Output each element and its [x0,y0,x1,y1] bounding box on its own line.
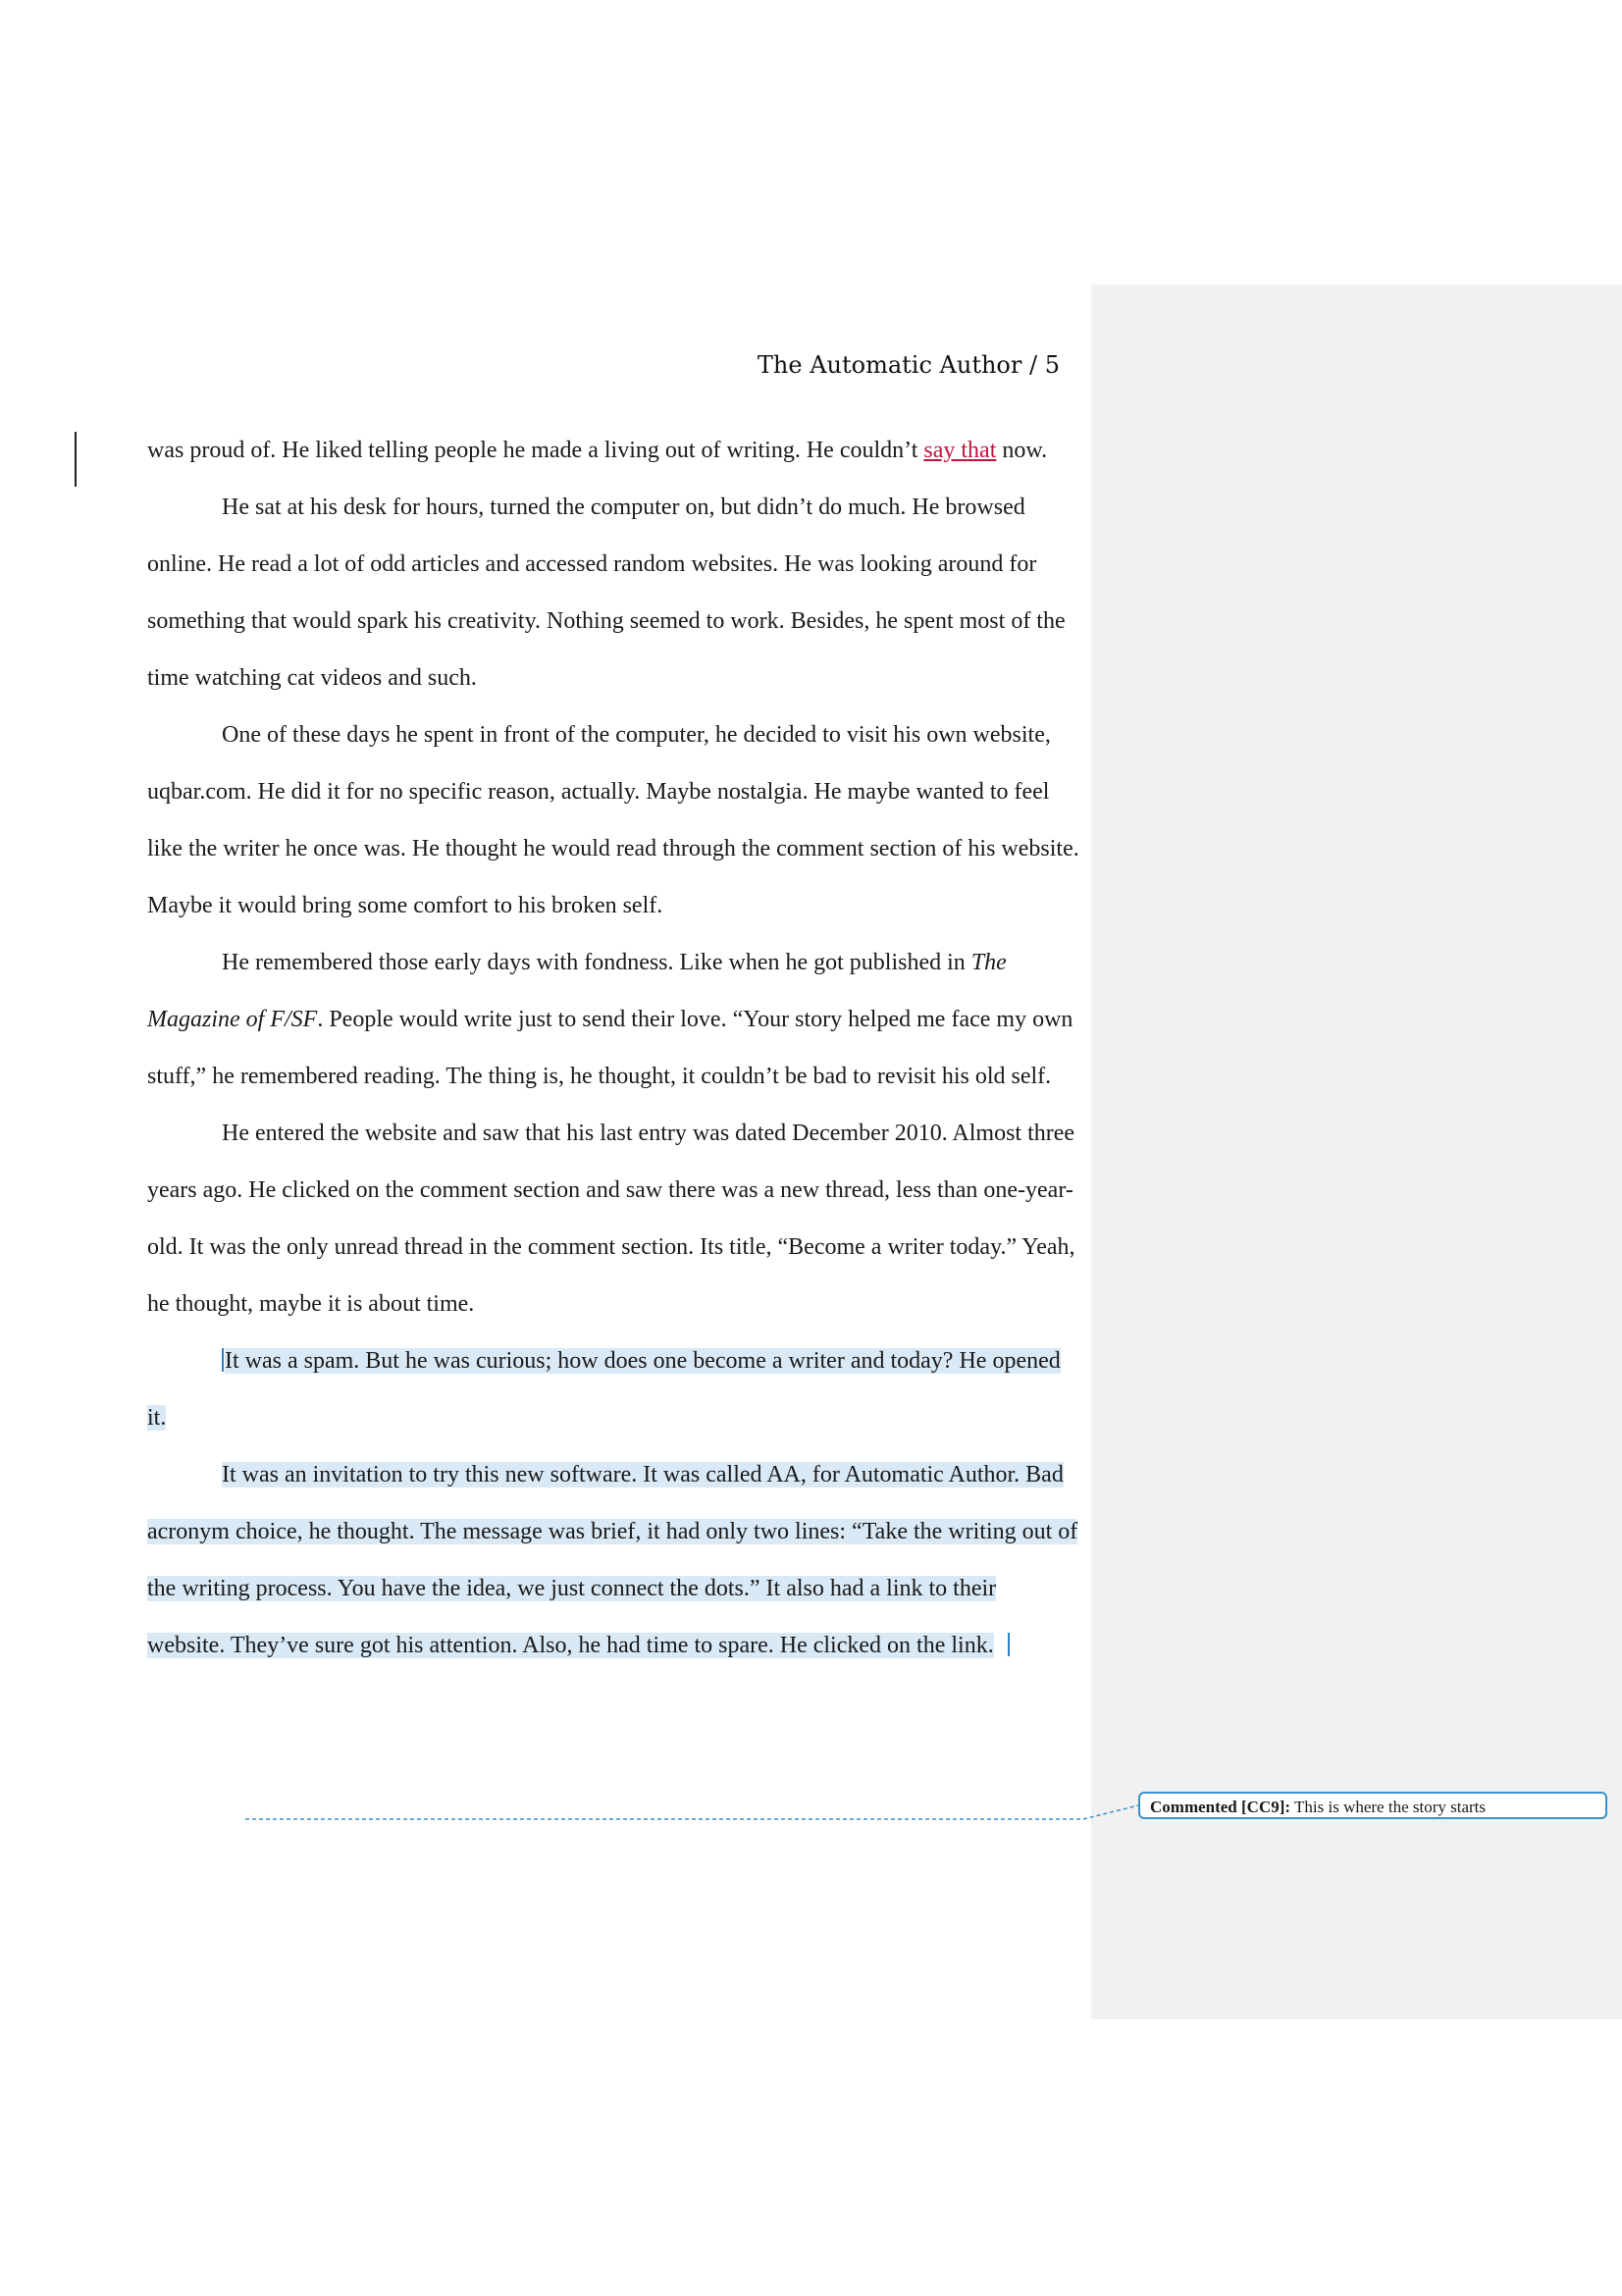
paragraph-4-text: He remembered those early days with fondness. Like when he got published in [222,950,971,975]
comment-label: Commented [1150,1798,1237,1816]
commented-text-2[interactable]: It was an invitation to try this new software. It was called AA, for Automatic Author. Bad acronym choice, he thought. The message was brief, it had only two lines: “Take the writing out of the writing process. You have the idea, we just connect the dots.” It also had a link to their website. They’ve sure got his attention. Also, he had time to spare. He clicked on the link. [147,1462,1078,1658]
magazine-title: The Magazine of F/SF [147,950,1007,1032]
header-separator: / [1028,351,1038,379]
page-number: 5 [1044,351,1060,379]
paragraph-5: He entered the website and saw that his last entry was dated December 2010. Almost three years ago. He clicked on the comment section and saw there was a new thread, less than one-year-old. It was the only unread thread in the comment section. Its title, “Become a writer today.” Yeah, he thought, maybe it is about time. [147,1121,1075,1317]
comment-balloon[interactable] [1138,1792,1607,1819]
paragraph-3: One of these days he spent in front of the computer, he decided to visit his own website, uqbar.com. He did it for no specific reason, actually. Maybe nostalgia. He maybe wanted to feel like the writer he once was. He thought he would read through the comment section of his website. Maybe it would bring some comfort to his broken self. [147,722,1079,918]
paragraph-1-text: was proud of. He liked telling people he made a living out of writing. He couldn’t [147,438,924,463]
comment-id: [CC9]: [1241,1798,1291,1816]
paragraph-1-text-end: now. [996,438,1048,463]
tracked-insertion[interactable]: say that [923,438,997,463]
commented-text-1[interactable]: It was a spam. But he was curious; how does one become a writer and today? He opened it. [147,1348,1061,1431]
header-title: The Automatic Author [757,351,1022,379]
paragraph-4-text-end: . People would write just to send their love. “Your story helped me face my own stuff,” he remembered reading. The thing is, he thought, it couldn’t be bad to revisit his old self. [147,1007,1073,1089]
paragraph-2: He sat at his desk for hours, turned the computer on, but didn’t do much. He browsed online. He read a lot of odd articles and accessed random websites. He was looking around for something that would spark his creativity. Nothing seemed to work. Besides, he spent most of the time watching cat videos and such. [147,495,1066,691]
comment-text: This is where the story starts [1294,1798,1487,1816]
